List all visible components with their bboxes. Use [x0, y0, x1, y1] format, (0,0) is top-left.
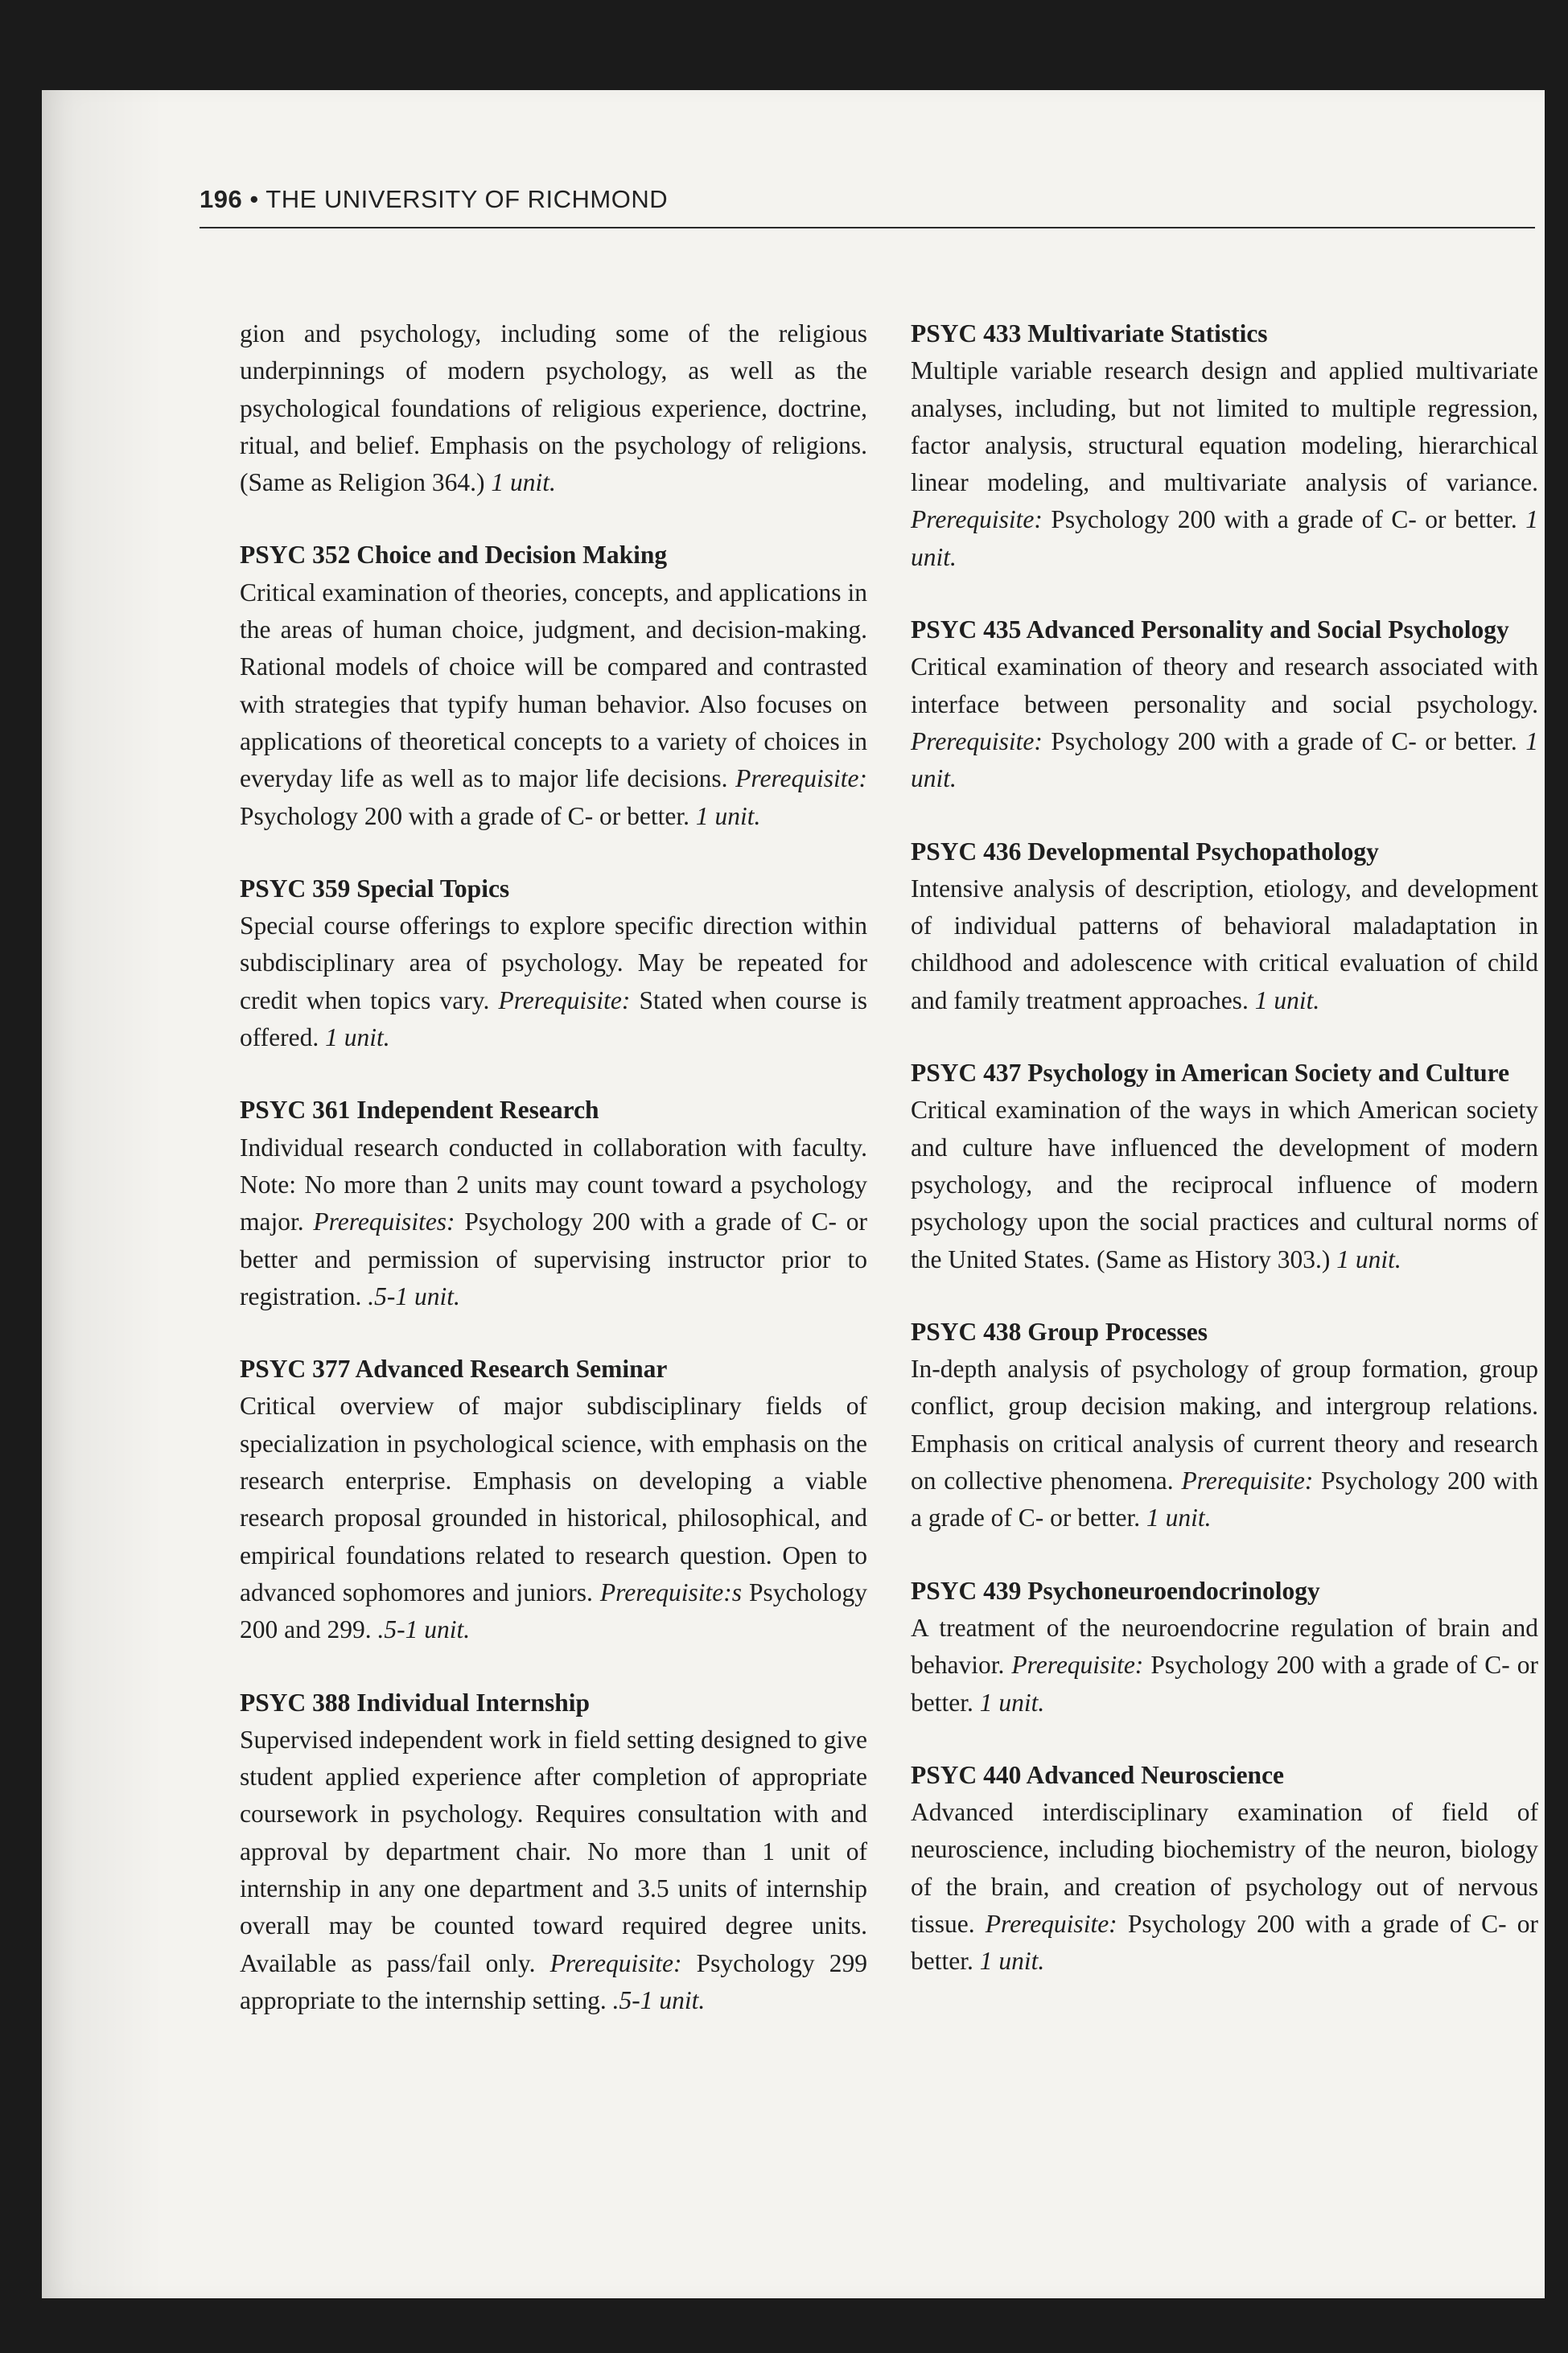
course-units: .5-1 unit. — [612, 1985, 706, 2014]
prerequisite-text: Psychology 200 and 299. — [240, 1578, 868, 1644]
prerequisite-text: Psychology 200 with a grade of C- or better. — [1051, 726, 1517, 755]
prerequisite-label: Prerequisite:s — [599, 1578, 743, 1606]
course-title: PSYC 440 Advanced Neuroscience — [911, 1760, 1285, 1789]
course-entry — [240, 1685, 867, 2020]
course-entry — [911, 833, 1538, 1019]
page-number: 196 — [200, 185, 243, 213]
course-title: PSYC 436 Developmental Psychopathology — [911, 837, 1379, 866]
prerequisite-text: Psychology 200 with a grade of C- or better. — [911, 1651, 1539, 1717]
course-title: PSYC 439 Psychoneuroendocrinology — [911, 1576, 1320, 1605]
course-title: PSYC 435 Advanced Personality and Social Psychology — [911, 615, 1509, 644]
course-title: PSYC 437 Psychology in American Society and Culture — [911, 1059, 1510, 1088]
left-column — [240, 315, 867, 2055]
course-entry — [911, 611, 1538, 797]
course-description: Individual research conducted in collaboration with faculty. Note: No more than 2 units may count toward a psychology major. Prerequisites: Psychology 200 with a grade of C- or better and permission of supervising instructor prior to registration. .5-1 unit. — [240, 1133, 868, 1310]
prerequisite-text: Psychology 200 with a grade of C- or better. — [240, 801, 690, 830]
course-units: .5-1 unit. — [368, 1281, 460, 1310]
right-column — [911, 315, 1538, 2016]
course-description: Advanced interdisciplinary examination of field of neuroscience, including biochemistry of the neuron, biology of the brain, and creation of psychology out of nervous tissue. Prerequisite: Psychology 200 with a grade of C- or better. 1 unit. — [911, 1798, 1539, 1976]
course-title: PSYC 352 Choice and Decision Making — [240, 541, 668, 570]
course-units: 1 unit. — [1254, 985, 1320, 1014]
running-header — [200, 185, 1535, 228]
course-description: Supervised independent work in field setting designed to give student applied experience after completion of appropriate coursework in psychology. Requires consultation with and approval by department chair. No more than 1 unit of internship in any one department and 3.5 units of internship overall may be counted toward required degree units. Available as pass/fail only. Prerequisite: Psychology 299 appropriate to the internship setting. .5-1 unit. — [240, 1725, 868, 2014]
course-units: 1 unit. — [1336, 1244, 1401, 1273]
prerequisite-label: Prerequisite: — [1011, 1651, 1144, 1680]
prerequisite-label: Prerequisite: — [911, 505, 1043, 534]
course-units: .5-1 unit. — [377, 1615, 471, 1644]
course-units: 1 unit. — [979, 1947, 1045, 1976]
prerequisite-text: Stated when course is offered. — [240, 985, 868, 1052]
course-description: Critical overview of major subdisciplinary fields of specialization in psychological science, with emphasis on the research enterprise. Emphasis on developing a viable research proposal grounded in historical, philosophical, and empirical foundations related to research question. Open to advanced sophomores and juniors. Prerequisite:s Psychology 200 and 299. .5-1 unit. — [240, 1392, 868, 1644]
course-description: Critical examination of theory and research associated with interface between personality and social psychology. Prerequisite: Psychology 200 with a grade of C- or better. 1 unit. — [911, 652, 1538, 793]
continued-course-text: gion and psychology, including some of the religious underpinnings of modern psychology, as well as the psychological foundations of religious experience, doctrine, ritual, and belief. Emphasis on the psychology of religions. (Same as Religion 364.) 1 unit. — [240, 319, 867, 497]
course-entry — [240, 537, 867, 834]
course-description: In-depth analysis of psychology of group formation, group conflict, group decision making, and intergroup relations. Emphasis on critical analysis of current theory and research on collective phenomena. Prerequisite: Psychology 200 with a grade of C- or better. 1 unit. — [911, 1355, 1539, 1532]
course-title: PSYC 359 Special Topics — [240, 874, 510, 903]
page-spine-shadow — [42, 90, 163, 2298]
course-units: 1 unit. — [979, 1688, 1045, 1717]
course-entry — [911, 1314, 1538, 1537]
course-units: 1 unit. — [911, 726, 1538, 793]
prerequisite-text: Psychology 299 appropriate to the internship setting. — [240, 1948, 868, 2014]
course-description: Multiple variable research design and applied multivariate analyses, including, but not limited to multiple regression, factor analysis, structural equation modeling, hierarchical linear modeling, and multivariate analysis of variance. Prerequisite: Psychology 200 with a grade of C- or better. 1 unit. — [911, 356, 1538, 571]
course-entry — [911, 315, 1538, 576]
course-title: PSYC 361 Independent Research — [240, 1096, 599, 1125]
course-entry — [240, 870, 867, 1056]
course-entry — [911, 1757, 1538, 1981]
course-title: PSYC 438 Group Processes — [911, 1317, 1208, 1346]
prerequisite-label: Prerequisite: — [985, 1909, 1117, 1938]
course-description: Critical examination of theories, concepts, and applications in the areas of human choice, judgment, and decision-making. Rational models of choice will be compared and contrasted with strategies that typify human behavior. Also focuses on applications of theoretical concepts to a variety of choices in everyday life as well as to major life decisions. Prerequisite: Psychology 200 with a grade of C- or better. 1 unit. — [240, 578, 868, 830]
course-title: PSYC 377 Advanced Research Seminar — [240, 1355, 668, 1384]
prerequisite-text: Psychology 200 with a grade of C- or better. — [1051, 505, 1517, 534]
course-units: 1 unit. — [1146, 1504, 1212, 1532]
header-separator: • — [242, 185, 266, 213]
prerequisite-label: Prerequisite: — [498, 985, 631, 1014]
course-units: 1 unit. — [911, 505, 1538, 571]
course-units: 1 unit. — [491, 468, 556, 497]
prerequisite-label: Prerequisites: — [313, 1207, 455, 1236]
course-description: A treatment of the neuroendocrine regulation of brain and behavior. Prerequisite: Psychology 200 with a grade of C- or better. 1 unit. — [911, 1613, 1539, 1717]
course-entry — [911, 1055, 1538, 1278]
course-entry — [240, 1351, 867, 1648]
course-description: Special course offerings to explore specific direction within subdisciplinary area of psychology. May be repeated for credit when topics vary. Prerequisite: Stated when course is offered. 1 unit. — [240, 911, 868, 1052]
course-units: 1 unit. — [325, 1023, 390, 1052]
course-entry — [240, 1092, 867, 1315]
prerequisite-label: Prerequisite: — [549, 1948, 682, 1977]
prerequisite-label: Prerequisite: — [1181, 1467, 1314, 1495]
prerequisite-label: Prerequisite: — [911, 726, 1043, 755]
course-description: Intensive analysis of description, etiology, and development of individual patterns of behavioral maladaptation in childhood and adolescence with critical evaluation of child and family treatment approaches. 1 unit. — [911, 874, 1538, 1014]
course-title: PSYC 433 Multivariate Statistics — [911, 319, 1268, 348]
prerequisite-text: Psychology 200 with a grade of C- or better. — [911, 1909, 1539, 1976]
prerequisite-text: Psychology 200 with a grade of C- or better and permission of supervising instructor prior to registration. — [240, 1207, 868, 1310]
prerequisite-label: Prerequisite: — [735, 764, 868, 793]
course-description: Critical examination of the ways in which American society and culture have influenced the development of modern psychology, and the reciprocal influence of modern psychology upon the social practices and cultural norms of the United States. (Same as History 303.) 1 unit. — [911, 1096, 1538, 1273]
prerequisite-text: Psychology 200 with a grade of C- or better. — [911, 1467, 1539, 1532]
course-units: 1 unit. — [695, 801, 761, 830]
course-entry — [911, 1573, 1538, 1722]
institution-name: THE UNIVERSITY OF RICHMOND — [265, 185, 669, 213]
course-title: PSYC 388 Individual Internship — [240, 1688, 591, 1717]
